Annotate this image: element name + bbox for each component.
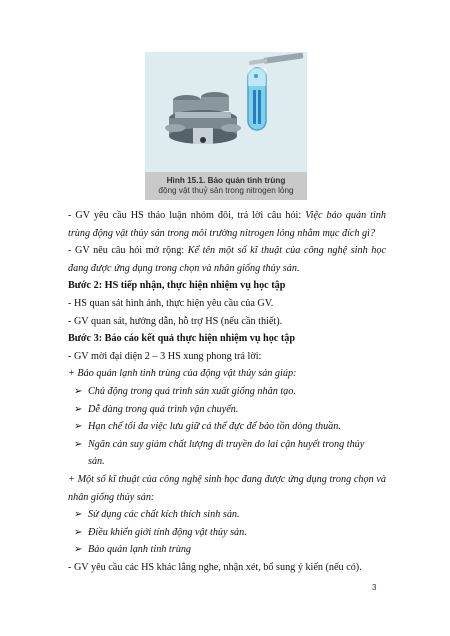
- figure-caption: [145, 172, 307, 200]
- paragraph-question: [68, 207, 386, 242]
- arrow-bullet-icon: ➢: [74, 438, 83, 450]
- question-intro: - GV yêu cầu HS thảo luận nhóm đôi, trả lời câu hỏi:: [68, 210, 306, 221]
- arrow-bullet-icon: ➢: [74, 509, 83, 521]
- answer-1-intro: + Bảo quản lạnh tinh trùng của động vật thủy sản giúp:: [68, 368, 297, 380]
- list-item: ➢ Điều khiển giới tính động vật thủy sản.: [68, 524, 386, 542]
- question-text: Việc bảo quản tinh trùng động vật thủy sản trong môi trường nitrogen lỏng nhằm mục đích gì?: [68, 210, 386, 239]
- arrow-bullet-icon: ➢: [74, 403, 83, 415]
- step-3-line-1: - GV mời đại diện 2 – 3 HS xung phong trả lời:: [68, 350, 262, 362]
- list-item-continuation: sản.: [88, 456, 105, 468]
- caption-line-1: Hình 15.1. Bảo quản tinh trùng: [166, 176, 286, 185]
- page-number: 3: [372, 583, 377, 592]
- list-item: ➢ Chủ động trong quá trình sản xuất giống nhân tạo.: [68, 383, 386, 401]
- list-item: ➢ Sử dụng các chất kích thích sinh sản.: [68, 506, 386, 524]
- step-3-heading: Bước 3: Báo cáo kết quả thực hiện nhiệm vụ học tập: [68, 333, 296, 345]
- arrow-bullet-icon: ➢: [74, 421, 83, 433]
- document-body: [68, 207, 386, 576]
- paragraph-extended-question: [68, 242, 386, 277]
- arrow-bullet-icon: ➢: [74, 544, 83, 556]
- extended-intro: - GV nêu câu hỏi mở rộng:: [68, 245, 188, 257]
- extended-text: Kể tên một số kĩ thuật của công nghệ sinh học đang được ứng dụng trong chọn và nhân giống thủy sản.: [68, 245, 386, 274]
- step-2-heading: Bước 2: HS tiếp nhận, thực hiện nhiệm vụ học tập: [68, 280, 286, 292]
- step-2-line-2: - GV quan sát, hướng dẫn, hỗ trợ HS (nếu cần thiết).: [68, 315, 283, 327]
- step-2-line-1: - HS quan sát hình ảnh, thực hiện yêu cầu của GV.: [68, 297, 274, 309]
- list-item: ➢ Dễ dàng trong quá trình vận chuyển.: [68, 401, 386, 419]
- arrow-bullet-icon: ➢: [74, 385, 83, 397]
- answer-2-intro: + Một số kĩ thuật của công nghệ sinh học đang được ứng dụng trong chọn và nhân giống thủy sản:: [68, 473, 386, 503]
- list-item: ➢ Ngăn cản suy giảm chất lượng di truyền do lai cận huyết trong thủy: [68, 436, 386, 454]
- list-item: ➢ Bảo quản lạnh tinh trùng: [68, 541, 386, 559]
- list-item: ➢ Hạn chế tối đa việc lưu giữ cá thể đực để bảo tồn dòng thuần.: [68, 418, 386, 436]
- arrow-bullet-icon: ➢: [74, 526, 83, 538]
- caption-line-2: động vật thuỷ sản trong nitrogen lỏng: [158, 186, 294, 195]
- closing-line: - GV yêu cầu các HS khác lắng nghe, nhận xét, bổ sung ý kiến (nếu có).: [68, 561, 362, 573]
